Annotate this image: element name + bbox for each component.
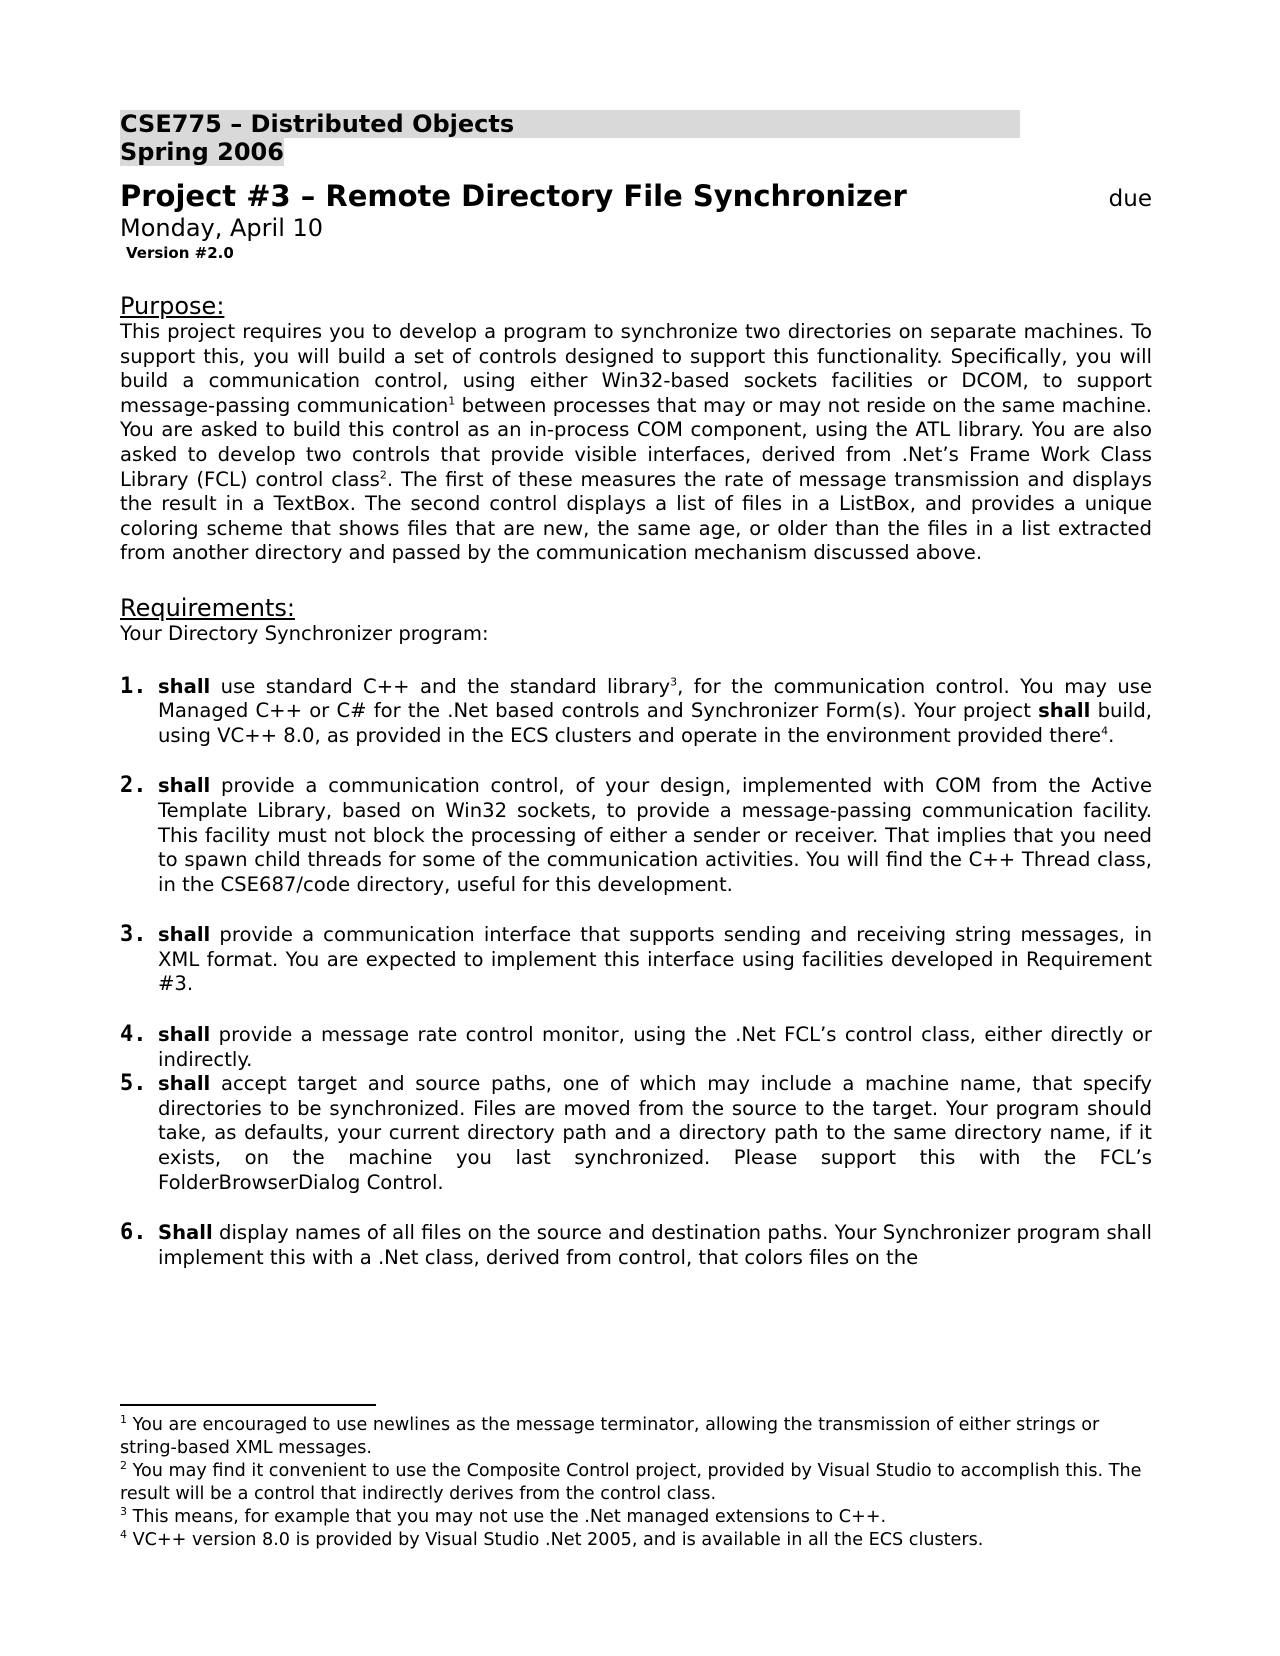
list-item: 6. Shall display names of all files on the source and destination paths. Your Synchronizer program shall implement this with a .Net class, derived from control, that colors files on the — [120, 1220, 1152, 1269]
course-term: Spring 2006 — [120, 138, 284, 166]
list-item: 5. shall accept target and source paths, one of which may include a machine name, that specify directories to be synchronized. Files are moved from the source to the target. Your program should take, as defaults, your current directory path and a directory path to the same directory name, if it exists, on the machine you last synchronized. Please support this with the FCL’s FolderBrowserDialog Control. — [120, 1071, 1152, 1194]
footnote: $^3$ This means, for example that you may not use the .Net managed extensions to C++. — [120, 1505, 887, 1527]
list-number: 1. — [120, 673, 147, 699]
project-title: Project #3 – Remote Directory File Synchronizer — [120, 179, 907, 213]
footnote: $^2$ You may find it convenient to use the Composite Control project, provided by Visual Studio to accomplish this. The result will be a control that indirectly derives from the control class. — [120, 1459, 1142, 1504]
due-date: Monday, April 10 — [120, 214, 324, 242]
footnote-ref: 1 — [448, 394, 456, 408]
footnotes — [120, 1404, 1152, 1552]
list-number: 2. — [120, 773, 147, 799]
footnote: $^4$ VC++ version 8.0 is provided by Visual Studio .Net 2005, and is available in all the ECS clusters. — [120, 1528, 984, 1550]
requirements-heading: Requirements: — [120, 593, 295, 622]
project-title-row — [120, 178, 1152, 214]
course-title: CSE775 – Distributed Objects — [120, 110, 1020, 138]
list-number: 5. — [120, 1071, 147, 1097]
purpose-paragraph: This project requires you to develop a program to synchronize two directories on separate machines. To support this, you will build a set of controls designed to support this functionality. Specifically, you will build a communication control, using either Win32-based sockets facilities or DCOM, to support message-passing communication$^1$ between processes that may or may not reside on the same machine. You are asked to build this control as an in-process COM component, using the ATL library. You are also asked to develop two controls that provide visible interfaces, derived from .Net’s Frame Work Class Library (FCL) control class$^2$. The first of these measures the rate of message transmission and displays the result in a TextBox. The second control displays a list of files in a ListBox, and provides a unique coloring scheme that shows files that are new, the same age, or older than the files in a list extracted from another directory and passed by the communication mechanism discussed above. — [120, 320, 1152, 565]
footnote: $^1$ You are encouraged to use newlines as the message terminator, allowing the transmission of either strings or string-based XML messages. — [120, 1413, 1100, 1458]
requirements-intro: Your Directory Synchronizer program: — [120, 621, 489, 645]
list-number: 3. — [120, 922, 147, 948]
list-item: 4. shall provide a message rate control monitor, using the .Net FCL’s control class, either directly or indirectly. — [120, 1022, 1152, 1071]
footnote-ref: 3 — [670, 675, 678, 688]
list-number: 6. — [120, 1220, 147, 1246]
due-label: due — [1108, 186, 1152, 212]
list-item: 1. shall use standard C++ and the standard library$^3$, for the communication control. You may use Managed C++ or C# for the .Net based controls and Synchronizer Form(s). Your project shall build, using VC++ 8.0, as provided in the ECS clusters and operate in the environment provided there$^4$. — [120, 673, 1152, 747]
footnote-ref: 2 — [379, 468, 387, 482]
purpose-heading: Purpose: — [120, 292, 225, 320]
document-page — [120, 110, 1152, 1270]
list-number: 4. — [120, 1022, 147, 1048]
version-label: Version #2.0 — [126, 244, 234, 262]
course-header — [120, 110, 1020, 166]
list-item: 3. shall provide a communication interface that supports sending and receiving string messages, in XML format. You are expected to implement this interface using facilities developed in Requirement #3. — [120, 922, 1152, 996]
footnote-ref: 4 — [1101, 724, 1109, 738]
list-item: 2. shall provide a communication control, of your design, implemented with COM from the Active Template Library, based on Win32 sockets, to provide a message-passing communication facility. This facility must not block the processing of either a sender or receiver. That implies that you need to spawn child threads for some of the communication activities. You will find the C++ Thread class, in the CSE687/code directory, useful for this development. — [120, 773, 1152, 896]
requirements-list — [120, 675, 1152, 1271]
footnote-divider — [120, 1404, 376, 1406]
